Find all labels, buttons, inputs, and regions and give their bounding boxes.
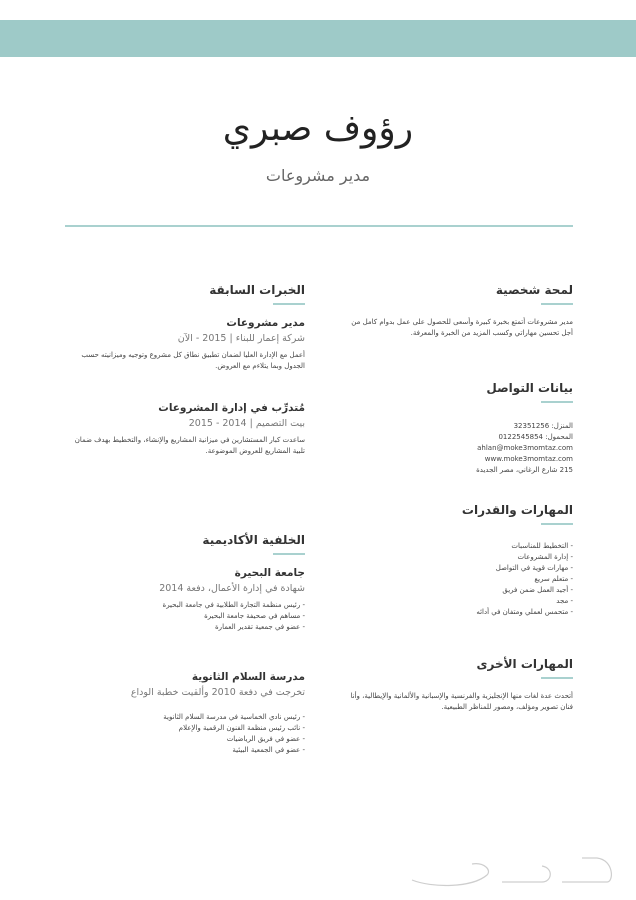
- school-meta: شهادة في إدارة الأعمال، دفعة 2014: [159, 583, 305, 594]
- haraj-watermark-logo: [392, 840, 622, 896]
- job-entry: [65, 317, 305, 372]
- job-meta: بيت التصميم | 2014 - 2015: [188, 418, 305, 429]
- heading-underline: [273, 303, 305, 305]
- profile-heading: لمحة شخصية: [495, 283, 573, 297]
- divider: [65, 225, 573, 227]
- contact-heading: بيانات التواصل: [486, 381, 573, 395]
- school-activities: [65, 600, 305, 633]
- job-title-text: مدير مشروعات: [226, 317, 305, 329]
- education-heading: الخلفية الأكاديمية: [202, 533, 305, 547]
- list-item: - مساهم في صحيفة جامعة البحيرة: [65, 611, 305, 622]
- list-item: - إدارة المشروعات: [343, 552, 573, 563]
- contact-section: [343, 381, 573, 476]
- job-description: أعمل مع الإدارة العليا لضمان تطبيق نطاق كل مشروع وتوجيه وميزانيته حسب الجدول وبما يتلاءم مع العروض.: [81, 351, 305, 370]
- school-name: جامعة البحيرة: [234, 567, 305, 579]
- list-item: - أجيد العمل ضمن فريق: [343, 585, 573, 596]
- list-item: - عضو في فريق الرياضيات: [65, 734, 305, 745]
- contact-home: المنزل: 32351256: [513, 422, 573, 430]
- experience-section: [65, 283, 305, 457]
- list-item: - مهارات قوية في التواصل: [343, 563, 573, 574]
- list-item: - مجد: [343, 596, 573, 607]
- heading-underline: [541, 523, 573, 525]
- list-item: - متحمس لعملي ومتفان في أدائه: [343, 607, 573, 618]
- skills-section: [343, 503, 573, 618]
- experience-heading: الخبرات السابقة: [209, 283, 305, 297]
- list-item: - متعلم سريع: [343, 574, 573, 585]
- heading-underline: [541, 401, 573, 403]
- contact-details: [343, 421, 573, 476]
- list-item: - رئيس منظمة التجارة الطلابية في جامعة البحيرة: [65, 600, 305, 611]
- heading-underline: [541, 303, 573, 305]
- other-skills-section: [343, 657, 573, 713]
- job-entry: [65, 402, 305, 457]
- profile-section: [343, 283, 573, 339]
- job-title: مدير مشروعات: [265, 166, 371, 185]
- job-meta: شركة إعمار للبناء | 2015 - الآن: [177, 333, 305, 344]
- school-meta: تخرجت في دفعة 2010 وألقيت خطبة الوداع: [130, 687, 305, 698]
- list-item: - التخطيط للمناسبات: [343, 541, 573, 552]
- education-section: [65, 533, 305, 756]
- school-entry: [65, 671, 305, 756]
- contact-address: 215 شارع الرغاني، مصر الجديدة: [476, 466, 573, 474]
- skills-list: [343, 541, 573, 618]
- list-item: - رئيس نادي الخماسية في مدرسة السلام الثانوية: [65, 712, 305, 723]
- heading-underline: [541, 677, 573, 679]
- school-activities: [65, 712, 305, 756]
- school-entry: [65, 567, 305, 633]
- heading-underline: [273, 553, 305, 555]
- contact-website[interactable]: www.moke3momtaz.com: [484, 455, 573, 463]
- other-skills-heading: المهارات الأخرى: [476, 657, 573, 671]
- header-band: [0, 20, 636, 57]
- skills-heading: المهارات والقدرات: [461, 503, 573, 517]
- list-item: - نائب رئيس منظمة الفنون الرقمية والإعلام: [65, 723, 305, 734]
- profile-text: مدير مشروعات أتمتع بخبرة كبيرة وأسعى للحصول على عمل بدوام كامل من أجل تحسين مهاراتي وكسب المزيد من الخبرة والمعرفة.: [351, 318, 573, 337]
- school-name: مدرسة السلام الثانوية: [191, 671, 305, 683]
- person-name: رؤوف صبري: [222, 108, 414, 149]
- contact-mobile: المحمول: 0122545854: [498, 433, 573, 441]
- list-item: - عضو في الجمعية البيئية: [65, 745, 305, 756]
- other-skills-text: أتحدث عدة لغات منها الإنجليزية والفرنسية والإسبانية والألمانية والإيطالية، وأنا فنان تصوير ومؤلف، ومصور للمناظر الطبيعية.: [350, 692, 573, 711]
- list-item: - عضو في جمعية تقدير العمارة: [65, 622, 305, 633]
- job-description: ساعدت كبار المستشارين في ميزانية المشاريع والإنشاء، والتخطيط بهدف ضمان تلبية المشاريع للعروض الموضوعة.: [74, 436, 305, 455]
- contact-email[interactable]: ahlan@moke3momtaz.com: [477, 444, 573, 452]
- job-title-text: مُتدرِّب في إدارة المشروعات: [158, 402, 305, 414]
